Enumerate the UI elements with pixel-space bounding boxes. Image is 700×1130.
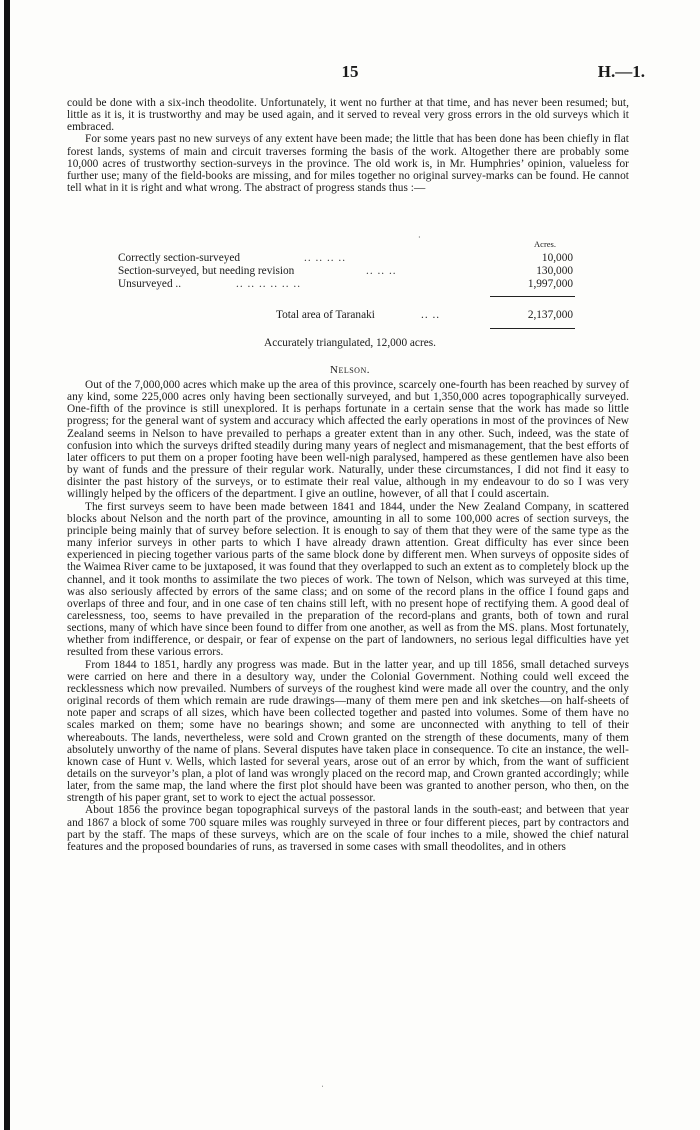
section-heading-nelson: Nelson. (330, 364, 370, 376)
row-label: Correctly section-surveyed (118, 252, 241, 264)
total-rule-top (490, 296, 575, 297)
paragraph: The first surveys seem to have been made between 1841 and 1844, under the New Zealand Company, in scattered blocks about Nelson and the north part of the province, amounting in all to some 100,000 acres of section surveys, the principle being mainly that of survey before selection. It is enough to say of them that they were of the same type as the many inferior surveys in other parts to which I have already drawn attention. Great difficulty has ever since been experienced in piecing together various parts of the same block done by different men. When surveys of opposite sides of the Waimea River came to be juxtaposed, it was found that they overlapped to such an extent as to completely block up the channel, and it took months to assimilate the two pieces of work. The town of Nelson, which was surveyed at this time, was also seriously affected by errors of the same class; and on some of the record plans in the office I found gaps and overlaps of three and four, and in one case of ten chains still left, with no present hope of rectifying them. A good deal of carelessness, too, seems to have prevailed in the preparation of the record-plans and grants, both of town and rural sections, many of which have since been found to differ from one another, as well as from the MS. plans. Most fortunately, whether from indifference, or despair, or fear of expense on the part of landowners, no serious legal difficulties have yet resulted from these various errors. (67, 500, 629, 659)
scan-margin-rule (4, 0, 10, 1130)
total-row (118, 308, 578, 322)
acres-column-heading: Acres. (534, 239, 556, 249)
paragraph: could be done with a six-inch theodolite. Unfortunately, it went no further at that time, and has never been resumed; but, little as it is, it is trustworthy and may be used again, and it served to reveal very gross errors in the old surveys which it embraced. (67, 97, 629, 134)
triangulation-note: Accurately triangulated, 12,000 acres. (264, 337, 436, 349)
paragraph: Out of the 7,000,000 acres which make up the area of this province, scarcely one-fourth has been reached by survey of any kind, some 225,000 acres only having been sectionally surveyed, and but 1,350,000 acres topographically surveyed. One-fifth of the province is still unexplored. It is perhaps fortunate in a certain sense that the work has made so little progress; for the general want of system and accuracy which affected the early operations in most of the provinces of New Zealand seems in Nelson to have prevailed to perhaps a greater extent than in any other. Such, indeed, was the state of confusion into which the surveys drifted steadily during many years of neglect and mismanagement, that the best efforts of later officers to put them on a proper footing have been well-nigh paralysed, hampered as these gentlemen have also been by want of funds and the pressure of their regular work. Naturally, under these circumstances, I did not find it easy to disinter the past history of the surveys, or to estimate their real value, although in my endeavour to do so I was very willingly helped by the officers of the department. I give an outline, however, of all that I could ascertain. (67, 379, 629, 501)
row-label: Unsurveyed .. (118, 278, 182, 290)
nelson-text-block (67, 379, 629, 853)
table-row (118, 252, 578, 265)
paragraph: For some years past no new surveys of any extent have been made; the little that has been done has been chiefly in flat forest lands, systems of main and circuit traverses forming the basis of the work. Altogether there are probably some 10,000 acres of trustworthy section-surveys in the province. The old work is, in Mr. Humphries’ opinion, valueless for further use; many of the field-books are missing, and for miles together no original survey-marks can be found. He cannot tell what in it is right and what wrong. The abstract of progress stands thus :— (67, 133, 629, 195)
scan-speck: ˌ (321, 1078, 324, 1087)
row-value: 130,000 (536, 265, 573, 277)
dot-leader: .. .. .. .. (304, 252, 347, 264)
dot-leader: .. .. (421, 309, 441, 321)
row-label: Section-surveyed, but needing revision (118, 265, 295, 277)
intro-text-block (67, 97, 629, 194)
paragraph: From 1844 to 1851, hardly any progress was made. But in the latter year, and up till 1856, small detached surveys were carried on here and there in a desultory way, under the Colonial Government. Nothing could well exceed the recklessness which now prevailed. Numbers of surveys of the roughest kind were made all over the country, and the only original records of them which remain are rude drawings—many of them mere pen and ink sketches—on half-sheets of note paper and scraps of all sizes, which have been collected together and pasted into volumes. Some of them have no scales marked on them; some have no bearings shown; and some are unconnected with anything to tell of their whereabouts. The lands, nevertheless, were sold and Crown granted on the strength of these documents, many of them absolutely unworthy of the name of plans. Several disputes have taken place in consequence. To cite an instance, the well-known case of Hunt v. Wells, which lasted for several years, arose out of an error by which, from the want of sufficient details on the surveyor’s plan, a plot of land was wrongly placed on the record map, and Crown granted accordingly; while later, from the same map, the land where the first plot should have been was granted to another person, who then, on the strength of his paper grant, set to work to eject the actual possessor. (67, 658, 629, 805)
dot-leader: .. .. .. .. .. .. (236, 278, 302, 290)
row-value: 1,997,000 (527, 278, 573, 290)
dot-leader: .. .. .. (366, 265, 397, 277)
total-label: Total area of Taranaki (276, 309, 375, 321)
scan-speck: · (418, 233, 421, 242)
total-rule-bottom (490, 328, 575, 329)
total-value: 2,137,000 (527, 309, 573, 321)
row-value: 10,000 (541, 252, 573, 264)
document-reference: H.—1. (597, 62, 645, 81)
page-number: 15 (341, 62, 359, 81)
table-row (118, 278, 578, 291)
paragraph: About 1856 the province began topographical surveys of the pastoral lands in the south-east; and between that year and 1867 a block of some 700 square miles was roughly surveyed in three or four different pieces, part by contractors and part by the staff. The maps of these surveys, which are on the scale of four inches to a mile, showed the chief natural features and the proposed boundaries of runs, as traversed in some cases with small theodolites, and in others (67, 804, 629, 853)
table-row (118, 265, 578, 278)
